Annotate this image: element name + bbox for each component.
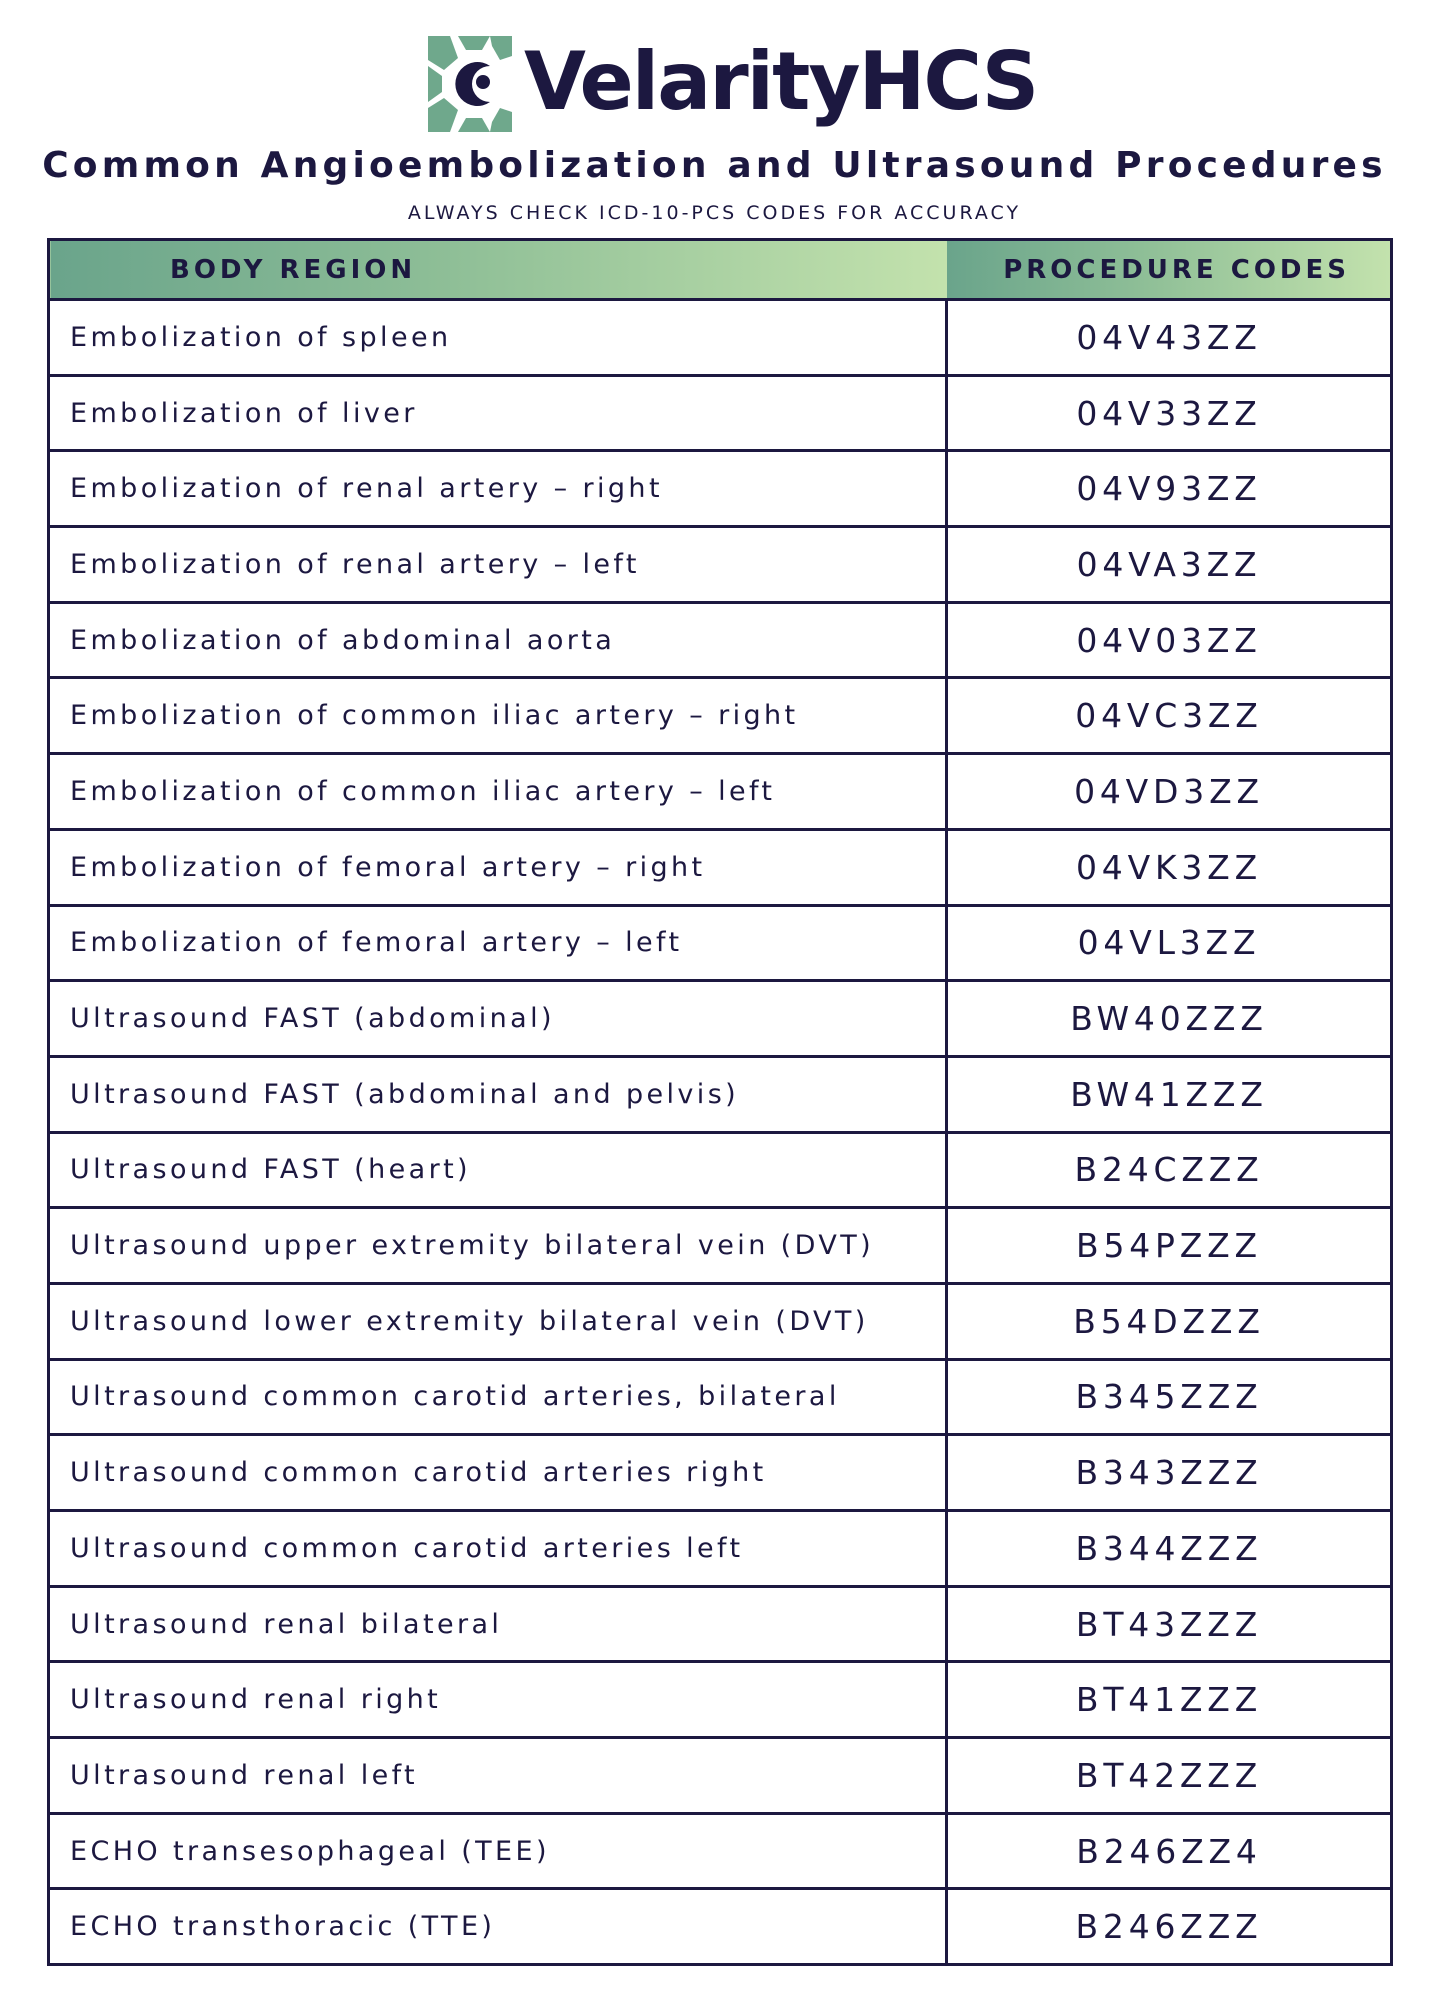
table-row bbox=[49, 1283, 1392, 1359]
body-region-cell: Embolization of liver bbox=[49, 375, 947, 451]
body-region-cell: Ultrasound renal left bbox=[49, 1738, 947, 1814]
table-row bbox=[49, 678, 1392, 754]
procedure-code-cell: BT42ZZZ bbox=[947, 1738, 1392, 1814]
procedure-code-cell: 04VD3ZZ bbox=[947, 754, 1392, 830]
table-row bbox=[49, 1889, 1392, 1965]
body-region-cell: Ultrasound common carotid arteries right bbox=[49, 1435, 947, 1511]
table-row bbox=[49, 527, 1392, 603]
body-region-cell: Embolization of renal artery – left bbox=[49, 527, 947, 603]
procedure-code-cell: B54DZZZ bbox=[947, 1283, 1392, 1359]
procedure-code-cell: BW40ZZZ bbox=[947, 981, 1392, 1057]
body-region-cell: Embolization of femoral artery – left bbox=[49, 905, 947, 981]
procedure-code-cell: 04VK3ZZ bbox=[947, 829, 1392, 905]
procedure-code-cell: 04VC3ZZ bbox=[947, 678, 1392, 754]
table-row bbox=[49, 451, 1392, 527]
table-row bbox=[49, 1813, 1392, 1889]
velarity-logo-icon bbox=[428, 36, 512, 132]
body-region-cell: Embolization of abdominal aorta bbox=[49, 602, 947, 678]
procedure-code-cell: B246ZZ4 bbox=[947, 1813, 1392, 1889]
procedure-code-cell: BT43ZZZ bbox=[947, 1586, 1392, 1662]
table-row bbox=[49, 1056, 1392, 1132]
procedure-code-cell: 04V93ZZ bbox=[947, 451, 1392, 527]
body-region-cell: Ultrasound renal right bbox=[49, 1662, 947, 1738]
table-row bbox=[49, 1132, 1392, 1208]
table-body bbox=[49, 300, 1392, 1965]
table-header bbox=[49, 240, 1392, 300]
procedure-code-cell: BW41ZZZ bbox=[947, 1056, 1392, 1132]
procedure-code-cell: B344ZZZ bbox=[947, 1511, 1392, 1587]
brand-name: VelarityHCS bbox=[524, 35, 1038, 128]
procedure-code-cell: B24CZZZ bbox=[947, 1132, 1392, 1208]
table-row bbox=[49, 905, 1392, 981]
body-region-cell: Ultrasound FAST (abdominal and pelvis) bbox=[49, 1056, 947, 1132]
procedure-code-cell: 04VA3ZZ bbox=[947, 527, 1392, 603]
body-region-cell: Ultrasound FAST (abdominal) bbox=[49, 981, 947, 1057]
table-row bbox=[49, 1359, 1392, 1435]
body-region-cell: Embolization of femoral artery – right bbox=[49, 829, 947, 905]
procedure-codes-table bbox=[47, 238, 1390, 1966]
body-region-cell: Ultrasound lower extremity bilateral vein (DVT) bbox=[49, 1283, 947, 1359]
body-region-cell: Embolization of common iliac artery – right bbox=[49, 678, 947, 754]
procedure-code-cell: B246ZZZ bbox=[947, 1889, 1392, 1965]
column-header-body-region: BODY REGION bbox=[49, 240, 947, 300]
body-region-cell: Embolization of spleen bbox=[49, 300, 947, 376]
body-region-cell: ECHO transthoracic (TTE) bbox=[49, 1889, 947, 1965]
table-row bbox=[49, 1511, 1392, 1587]
table-row bbox=[49, 1208, 1392, 1284]
table-row bbox=[49, 829, 1392, 905]
page-title: Common Angioembolization and Ultrasound Procedures bbox=[42, 145, 1387, 186]
table-row bbox=[49, 602, 1392, 678]
procedure-code-cell: 04V43ZZ bbox=[947, 300, 1392, 376]
body-region-cell: Ultrasound upper extremity bilateral vein (DVT) bbox=[49, 1208, 947, 1284]
body-region-cell: Embolization of renal artery – right bbox=[49, 451, 947, 527]
table-row bbox=[49, 754, 1392, 830]
body-region-cell: ECHO transesophageal (TEE) bbox=[49, 1813, 947, 1889]
table-row bbox=[49, 300, 1392, 376]
body-region-cell: Ultrasound common carotid arteries, bilateral bbox=[49, 1359, 947, 1435]
table-row bbox=[49, 1738, 1392, 1814]
page-header bbox=[0, 0, 1429, 235]
column-header-procedure-codes: PROCEDURE CODES bbox=[947, 240, 1392, 300]
table-row bbox=[49, 981, 1392, 1057]
table-row bbox=[49, 375, 1392, 451]
table-row bbox=[49, 1662, 1392, 1738]
procedure-code-cell: 04V33ZZ bbox=[947, 375, 1392, 451]
procedure-code-cell: 04VL3ZZ bbox=[947, 905, 1392, 981]
procedure-code-cell: 04V03ZZ bbox=[947, 602, 1392, 678]
body-region-cell: Ultrasound common carotid arteries left bbox=[49, 1511, 947, 1587]
table-row bbox=[49, 1586, 1392, 1662]
page-subtitle: ALWAYS CHECK ICD-10-PCS CODES FOR ACCURACY bbox=[407, 202, 1022, 224]
body-region-cell: Embolization of common iliac artery – left bbox=[49, 754, 947, 830]
brand-logo bbox=[428, 34, 1037, 134]
body-region-cell: Ultrasound renal bilateral bbox=[49, 1586, 947, 1662]
table-row bbox=[49, 1435, 1392, 1511]
procedure-code-cell: B343ZZZ bbox=[947, 1435, 1392, 1511]
procedure-code-cell: B345ZZZ bbox=[947, 1359, 1392, 1435]
procedure-code-cell: BT41ZZZ bbox=[947, 1662, 1392, 1738]
procedure-code-cell: B54PZZZ bbox=[947, 1208, 1392, 1284]
body-region-cell: Ultrasound FAST (heart) bbox=[49, 1132, 947, 1208]
